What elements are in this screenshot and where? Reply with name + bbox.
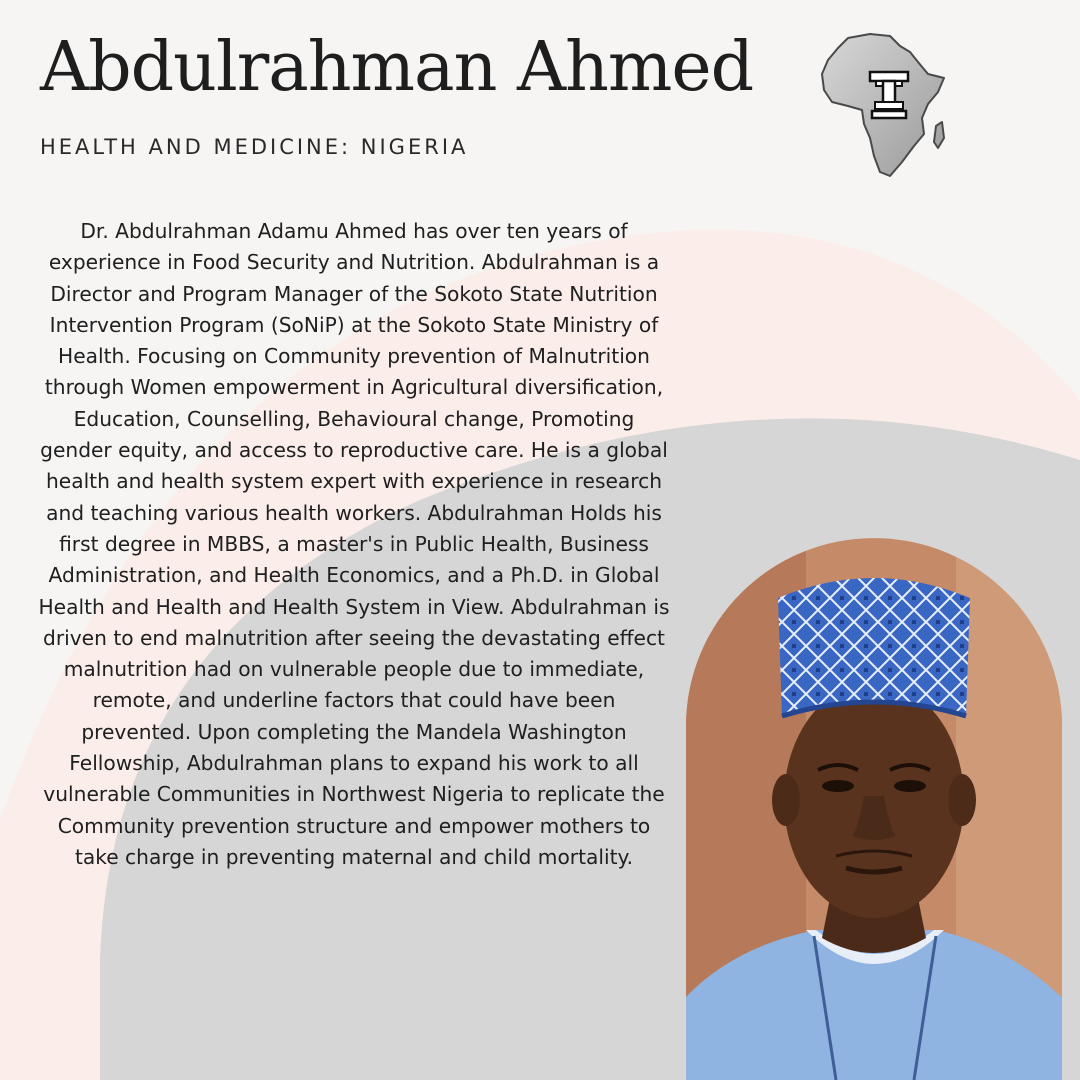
africa-map-logo-icon bbox=[818, 30, 952, 180]
biography-text: Dr. Abdulrahman Adamu Ahmed has over ten years of experience in Food Security and Nutrition. Abdulrahman is a Director and Program Manager of the Sokoto State Nutrition Intervention Program (SoNiP) at the Sokoto State Ministry of Health. Focusing on Community prevention of Malnutrition through Women empowerment in Agricultural diversification, Education, Counselling, Behavioural change, Promoting gender equity, and access to reproductive care. He is a global health and health system expert with experience in research and teaching various health workers. Abdulrahman Holds his first degree in MBBS, a master's in Public Health, Business Administration, and Health Economics, and a Ph.D. in Global Health and Health and Health System in View. Abdulrahman is driven to end malnutrition after seeing the devastating effect malnutrition had on vulnerable people due to immediate, remote, and underline factors that could have been prevented. Upon completing the Mandela Washington Fellowship, Abdulrahman plans to expand his work to all vulnerable Communities in Northwest Nigeria to replicate the Community prevention structure and empower mothers to take charge in preventing maternal and child mortality. bbox=[38, 219, 670, 869]
portrait-photo bbox=[686, 538, 1062, 1080]
field-subtitle: HEALTH AND MEDICINE: NIGERIA bbox=[40, 135, 469, 159]
person-name: Abdulrahman Ahmed bbox=[40, 28, 754, 107]
